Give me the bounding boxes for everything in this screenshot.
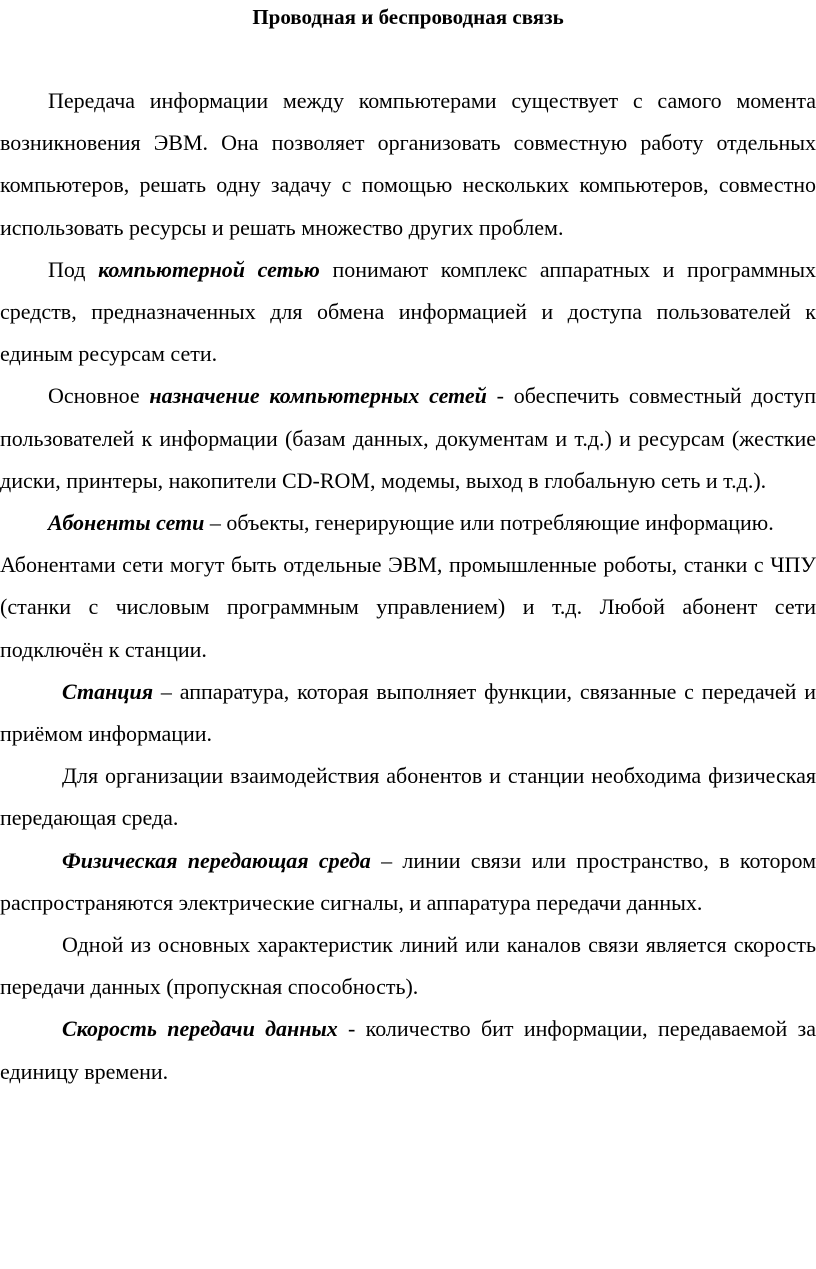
paragraph-network-purpose: [0, 375, 816, 502]
term-data-rate: Скорость передачи данных: [62, 1016, 338, 1042]
paragraph-medium-needed-text: Для организации взаимодействия абонентов и станции необходима физическая передающая среда.: [0, 763, 816, 831]
paragraph-network-definition-after: понимают комплекс аппаратных и программных средств, предназначенных для обмена информацией и доступа пользователей к единым ресурсам сети.: [0, 256, 816, 367]
document-title: Проводная и беспроводная связь: [252, 5, 564, 29]
term-network-purpose: назначение компьютерных сетей: [149, 383, 487, 409]
paragraph-physical-medium-after: – линии связи или пространство, в котором распространяются электрические сигналы, и аппаратура передачи данных.: [0, 847, 816, 915]
paragraph-station-after: – аппаратура, которая выполняет функции, связанные с передачей и приёмом информации.: [0, 678, 816, 747]
paragraph-physical-medium: [0, 840, 816, 924]
paragraph-data-rate: [0, 1008, 816, 1092]
paragraph-data-rate-after: - количество бит информации, передаваемой за единицу времени.: [0, 1016, 816, 1084]
paragraph-intro: [0, 80, 816, 249]
term-physical-medium: Физическая передающая среда: [62, 847, 371, 873]
term-station: Станция: [62, 678, 154, 704]
paragraph-subscriber-examples: [0, 544, 816, 671]
paragraph-channel-characteristic-text: Одной из основных характеристик линий или каналов связи является скорость передачи данных (пропускная способность).: [0, 932, 816, 1000]
paragraph-network-definition-before: Под: [48, 256, 99, 282]
paragraph-network-definition: [0, 249, 816, 376]
paragraph-subscriber-examples-text: Абонентами сети могут быть отдельные ЭВМ, промышленные роботы, станки с ЧПУ (станки с числовым программным управлением) и т.д. Любой абонент сети подключён к станции.: [0, 552, 816, 662]
term-network-subscribers: Абоненты сети: [48, 510, 205, 536]
paragraph-network-purpose-after: - обеспечить совместный доступ пользователей к информации (базам данных, документам и т.д.) и ресурсам (жесткие диски, принтеры, накопители CD-ROM, модемы, выход в глобальную сеть и т.д.).: [0, 383, 816, 493]
paragraph-medium-needed: [0, 755, 816, 839]
document-body: [0, 80, 816, 1093]
paragraph-station: [0, 671, 816, 755]
paragraph-subscribers: [0, 502, 816, 544]
paragraph-subscribers-after: – объекты, генерирующие или потребляющие информацию.: [204, 510, 774, 536]
paragraph-channel-characteristic: [0, 924, 816, 1008]
paragraph-network-purpose-before: Основное: [48, 383, 150, 409]
term-computer-network: компьютерной сетью: [98, 256, 320, 282]
paragraph-intro-text: Передача информации между компьютерами существует с самого момента возникновения ЭВМ. Она позволяет организовать совместную работу отдельных компьютеров, решать одну задачу с помощью нескольких компьютеров, совместно использовать ресурсы и решать множество других проблем.: [0, 88, 816, 240]
